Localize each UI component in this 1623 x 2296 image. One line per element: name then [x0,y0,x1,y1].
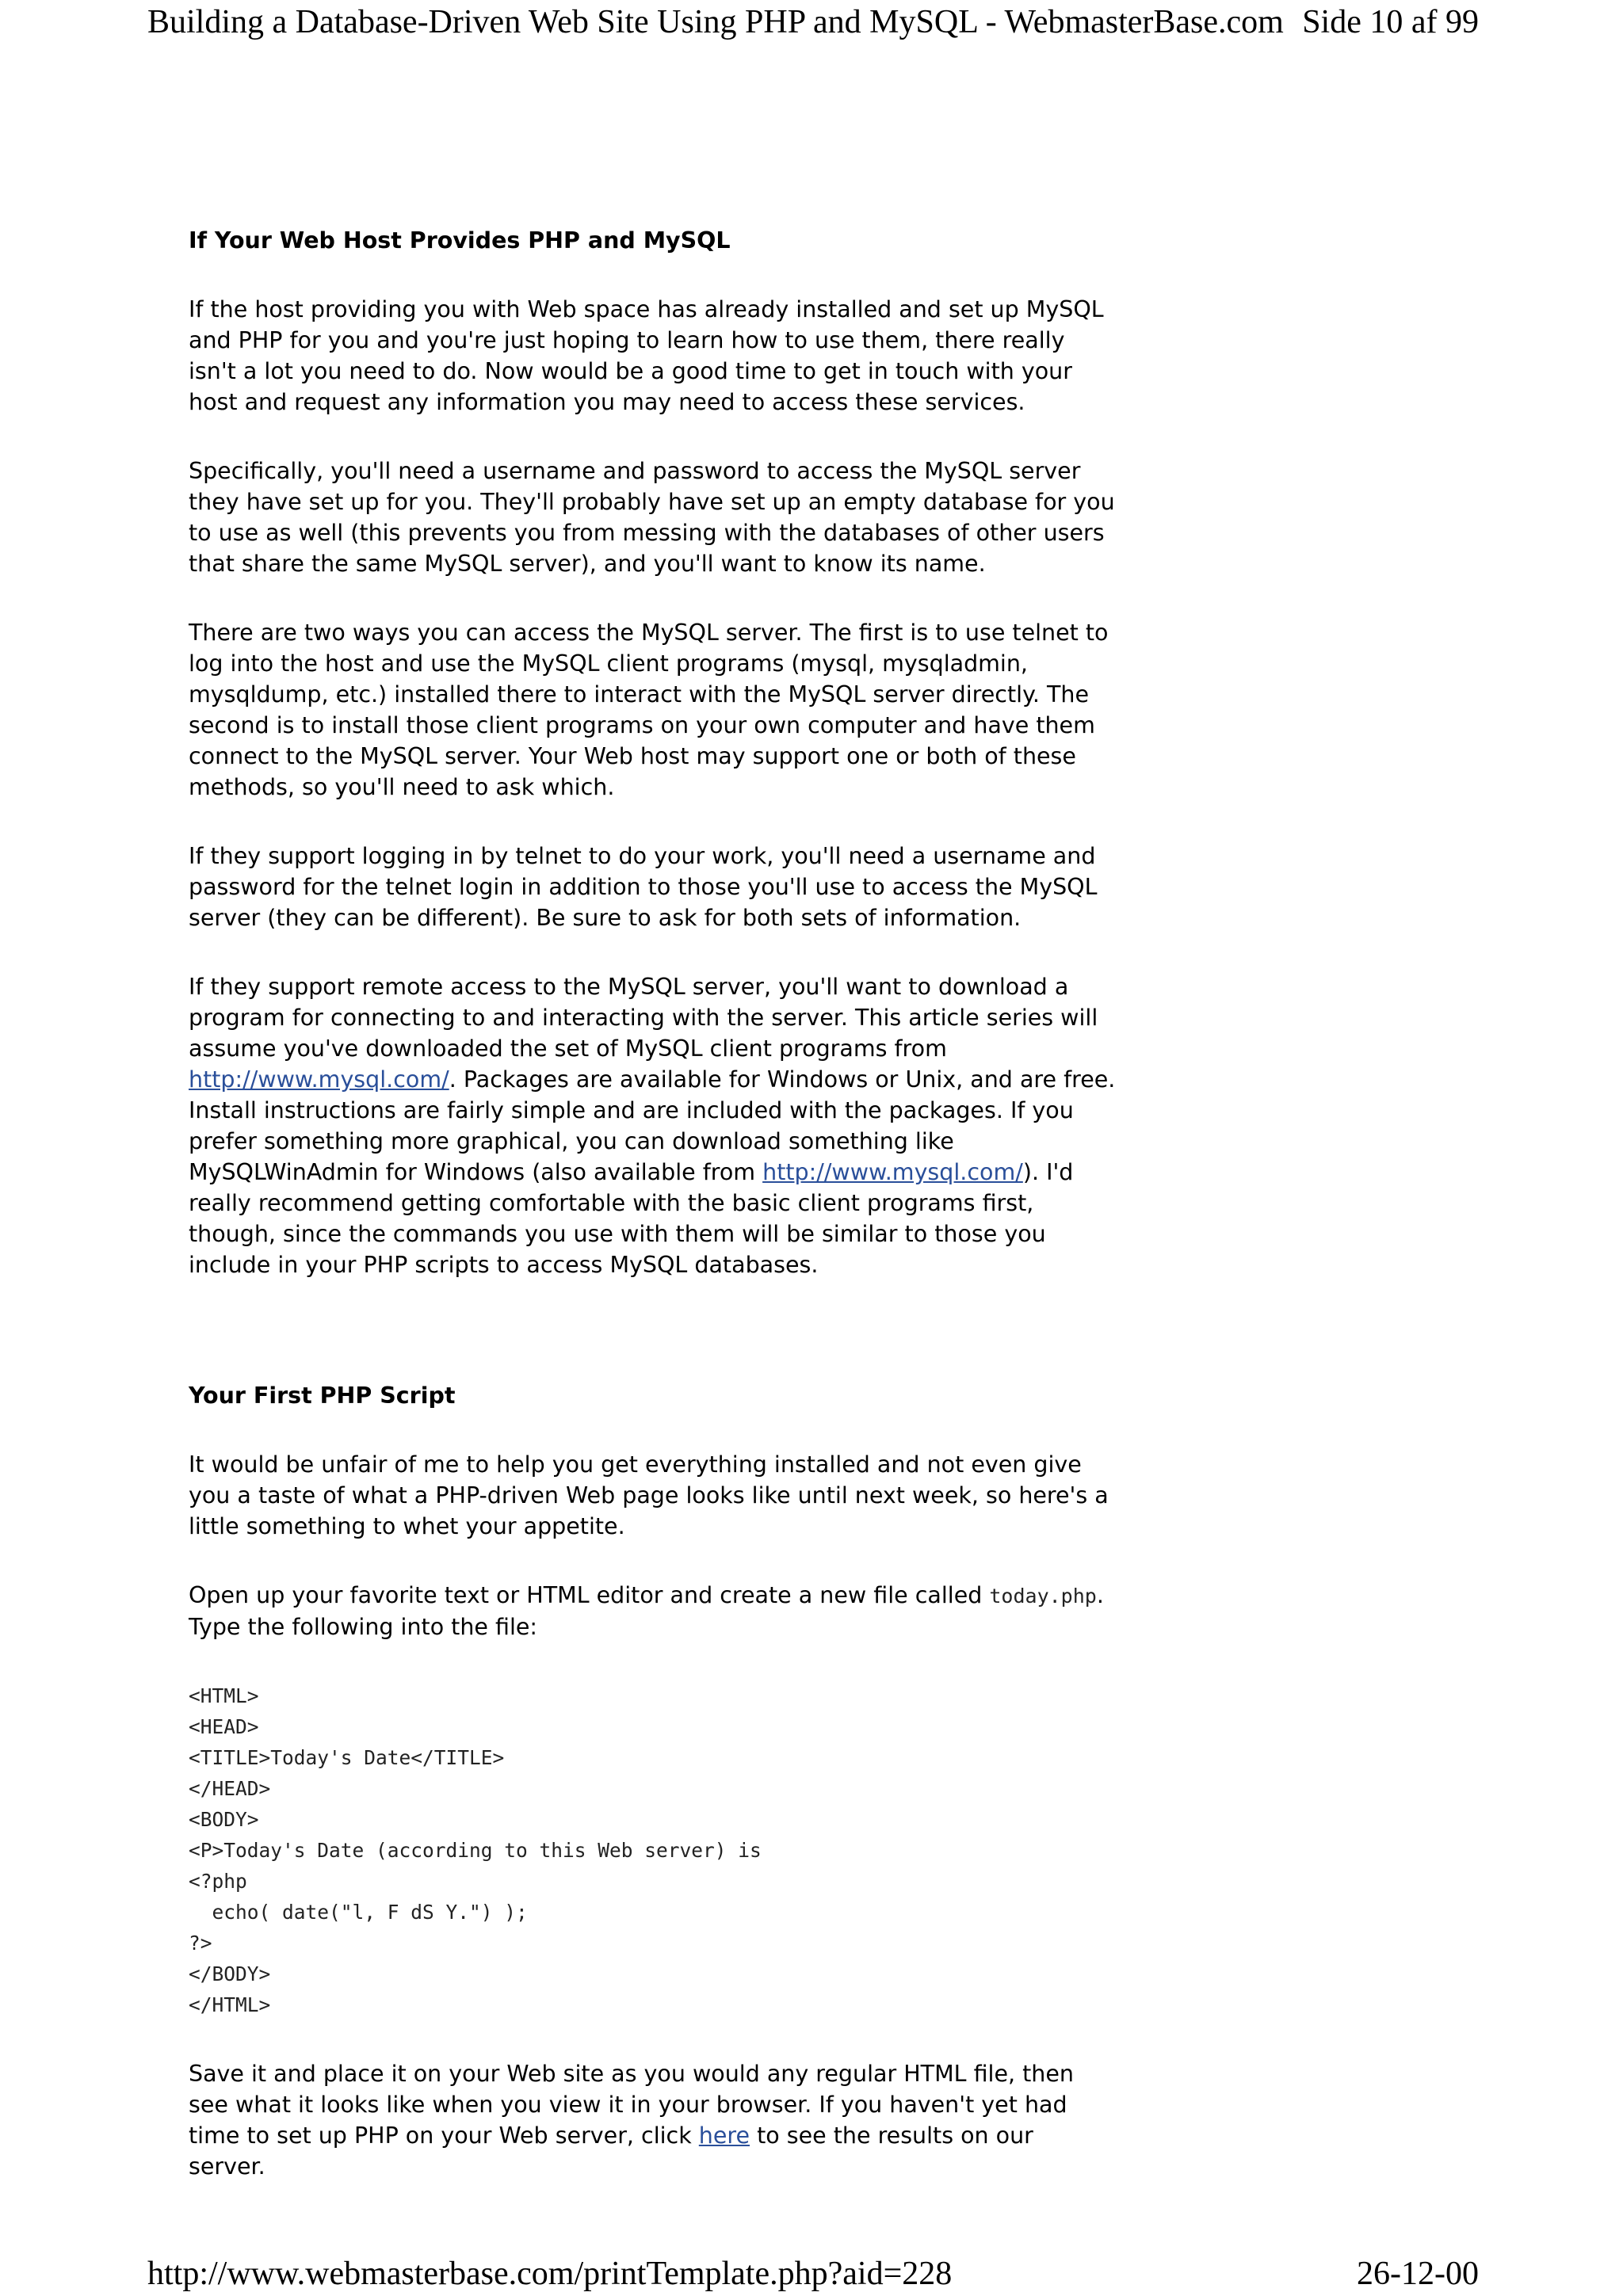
code-listing: <HTML> <HEAD> <TITLE>Today's Date</TITLE> </HEAD> <BODY> <P>Today's Date (according to this Web server) is <?php echo( date("l, F dS Y.") ); ?> </BODY> </HTML> [189,1684,762,2016]
text-run: ). I'd really recommend getting comfortable with the basic client programs first, though, since the commands you use with them will be similar to those you include in your PHP scripts to access MySQL databases. [189,1159,1074,1278]
here-link[interactable]: here [698,2122,750,2149]
section-heading: If Your Web Host Provides PHP and MySQL [189,227,731,254]
article-body [189,225,1116,2220]
text-run: Open up your favorite text or HTML editor and create a new file called [189,1582,990,1608]
paragraph: If the host providing you with Web space has already installed and set up MySQL and PHP for you and you're just hoping to learn how to use them, there really isn't a lot you need to do. Now would be a good time to get in touch with your host and request any information you may need to access these services. [189,296,1104,415]
paragraph [189,2058,1116,2182]
text-run: Save it and place it on your Web site as you would any regular HTML file, then see what it looks like when you view it in your browser. If you haven't yet had time to set up PHP on your Web server, click [189,2061,1074,2149]
paragraph: Specifically, you'll need a username and password to access the MySQL server they have set up for you. They'll probably have set up an empty database for you to use as well (this prevents you from messing with the databases of other users that share the same MySQL server), and you'll want to know its name. [189,458,1115,577]
paragraph [189,971,1116,1280]
section-heading: Your First PHP Script [189,1383,456,1409]
page-url: http://www.webmasterbase.com/printTemplate.php?aid=228 [147,2256,953,2292]
text-run: to see the results on our server. [189,2122,1033,2180]
paragraph: It would be unfair of me to help you get everything installed and not even give you a taste of what a PHP-driven Web page looks like until next week, so here's a little something to whet your appetite. [189,1451,1109,1539]
mysql-link[interactable]: http://www.mysql.com/ [189,1066,449,1093]
text-run: If they support remote access to the MySQL server, you'll want to download a program for connecting to and interacting with the server. This article series will assume you've downloaded the set of MySQL client programs from [189,974,1098,1062]
text-run: . Type the following into the file: [189,1582,1104,1640]
text-run: . Packages are available for Windows or Unix, and are free. Install instructions are fairly simple and are included with the packages. If you prefer something more graphical, you can download something like MySQLWinAdmin for Windows (also available from [189,1066,1116,1185]
filename-code: today.php [989,1585,1097,1608]
page-number: Side 10 af 99 [1302,4,1479,40]
section-spacer [189,1318,1116,1380]
paragraph: If they support logging in by telnet to do your work, you'll need a username and password for the telnet login in addition to those you'll use to access the MySQL server (they can be different). Be sure to ask for both sets of information. [189,843,1098,931]
paragraph: There are two ways you can access the MySQL server. The first is to use telnet to log into the host and use the MySQL client programs (mysql, mysqladmin, mysqldump, etc.) installed there to interact with the MySQL server directly. The second is to install those client programs on your own computer and have them connect to the MySQL server. Your Web host may support one or both of these methods, so you'll need to ask which. [189,620,1109,800]
print-date: 26-12-00 [1357,2256,1479,2292]
document-title: Building a Database-Driven Web Site Using PHP and MySQL - WebmasterBase.com [147,4,1284,40]
mysql-link[interactable]: http://www.mysql.com/ [762,1159,1023,1185]
paragraph [189,1580,1116,1642]
